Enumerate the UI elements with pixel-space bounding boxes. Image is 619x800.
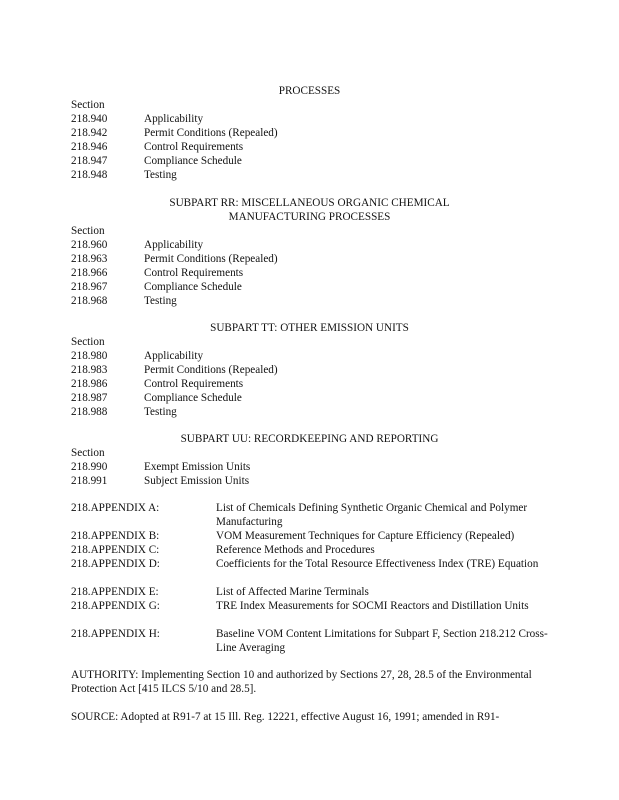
subpart-rr-heading-line2: MANUFACTURING PROCESSES — [228, 211, 391, 223]
toc-row — [0, 294, 619, 308]
toc-row — [0, 363, 619, 377]
section-number: 218.983 — [71, 364, 108, 376]
toc-row — [0, 460, 619, 474]
section-title: Applicability — [144, 113, 204, 125]
section-title: Testing — [144, 406, 177, 418]
toc-row — [0, 126, 619, 140]
processes-heading: PROCESSES — [278, 85, 341, 97]
appendix-number: 218.APPENDIX A: — [71, 502, 160, 514]
appendix-number: 218.APPENDIX G: — [71, 600, 160, 612]
appendix-number: 218.APPENDIX H: — [71, 628, 160, 640]
section-number: 218.946 — [71, 141, 108, 153]
section-number: 218.986 — [71, 378, 108, 390]
toc-row — [0, 405, 619, 419]
section-title: Exempt Emission Units — [144, 461, 251, 473]
section-number: 218.963 — [71, 253, 108, 265]
section-title: Compliance Schedule — [144, 392, 242, 404]
section-title: Permit Conditions (Repealed) — [144, 127, 278, 139]
section-title: Control Requirements — [144, 267, 244, 279]
section-number: 218.948 — [71, 169, 108, 181]
section-number: 218.990 — [71, 461, 108, 473]
appendix-row — [0, 585, 619, 599]
toc-row — [0, 238, 619, 252]
section-title: Control Requirements — [144, 378, 244, 390]
appendix-row — [0, 529, 619, 543]
toc-row — [0, 266, 619, 280]
toc-row — [0, 154, 619, 168]
section-title: Permit Conditions (Repealed) — [144, 364, 278, 376]
section-number: 218.967 — [71, 281, 108, 293]
appendix-title: List of Chemicals Defining Synthetic Organic Chemical and Polymer Manufacturing — [216, 502, 528, 528]
section-number: 218.980 — [71, 350, 108, 362]
section-number: 218.940 — [71, 113, 108, 125]
toc-row — [0, 280, 619, 294]
subpart-tt-heading: SUBPART TT: OTHER EMISSION UNITS — [210, 322, 409, 334]
appendix-row — [0, 599, 619, 613]
appendix-number: 218.APPENDIX D: — [71, 558, 160, 570]
section-number: 218.947 — [71, 155, 108, 167]
appendix-title: TRE Index Measurements for SOCMI Reactors and Distillation Units — [216, 600, 529, 612]
subpart-uu-heading: SUBPART UU: RECORDKEEPING AND REPORTING — [180, 433, 439, 445]
section-label: Section — [71, 225, 105, 237]
section-number: 218.942 — [71, 127, 108, 139]
appendix-title: Reference Methods and Procedures — [216, 544, 375, 556]
section-number: 218.960 — [71, 239, 108, 251]
section-title: Control Requirements — [144, 141, 244, 153]
authority-note: AUTHORITY: Implementing Section 10 and authorized by Sections 27, 28, 28.5 of the Environmental Protection Act [415 ILCS 5/10 and 28.5]. — [71, 669, 532, 695]
toc-row — [0, 140, 619, 154]
section-number: 218.988 — [71, 406, 108, 418]
section-label: Section — [71, 99, 105, 111]
section-title: Applicability — [144, 239, 204, 251]
section-number: 218.968 — [71, 295, 108, 307]
subpart-rr-heading-line1: SUBPART RR: MISCELLANEOUS ORGANIC CHEMICAL — [169, 197, 450, 209]
section-title: Applicability — [144, 350, 204, 362]
appendix-title: Baseline VOM Content Limitations for Subpart F, Section 218.212 Cross-Line Averaging — [216, 628, 548, 654]
appendix-number: 218.APPENDIX C: — [71, 544, 160, 556]
appendix-row — [0, 627, 619, 654]
section-number: 218.991 — [71, 475, 108, 487]
appendix-row — [0, 557, 619, 571]
appendix-row — [0, 501, 619, 528]
section-label: Section — [71, 447, 105, 459]
section-title: Subject Emission Units — [144, 475, 250, 487]
toc-row — [0, 168, 619, 182]
appendix-row — [0, 543, 619, 557]
toc-row — [0, 349, 619, 363]
appendix-title: VOM Measurement Techniques for Capture Efficiency (Repealed) — [216, 530, 515, 542]
toc-row — [0, 391, 619, 405]
section-title: Permit Conditions (Repealed) — [144, 253, 278, 265]
section-label: Section — [71, 336, 105, 348]
appendix-title: List of Affected Marine Terminals — [216, 586, 369, 598]
appendix-number: 218.APPENDIX B: — [71, 530, 160, 542]
section-number: 218.987 — [71, 392, 108, 404]
appendix-number: 218.APPENDIX E: — [71, 586, 159, 598]
toc-row — [0, 377, 619, 391]
source-note: SOURCE: Adopted at R91-7 at 15 Ill. Reg. 12221, effective August 16, 1991; amended in R91- — [71, 711, 500, 723]
section-title: Testing — [144, 295, 177, 307]
section-title: Testing — [144, 169, 177, 181]
appendix-title: Coefficients for the Total Resource Effectiveness Index (TRE) Equation — [216, 558, 539, 570]
section-title: Compliance Schedule — [144, 155, 242, 167]
section-title: Compliance Schedule — [144, 281, 242, 293]
section-number: 218.966 — [71, 267, 108, 279]
toc-row — [0, 474, 619, 488]
toc-row — [0, 112, 619, 126]
toc-row — [0, 252, 619, 266]
